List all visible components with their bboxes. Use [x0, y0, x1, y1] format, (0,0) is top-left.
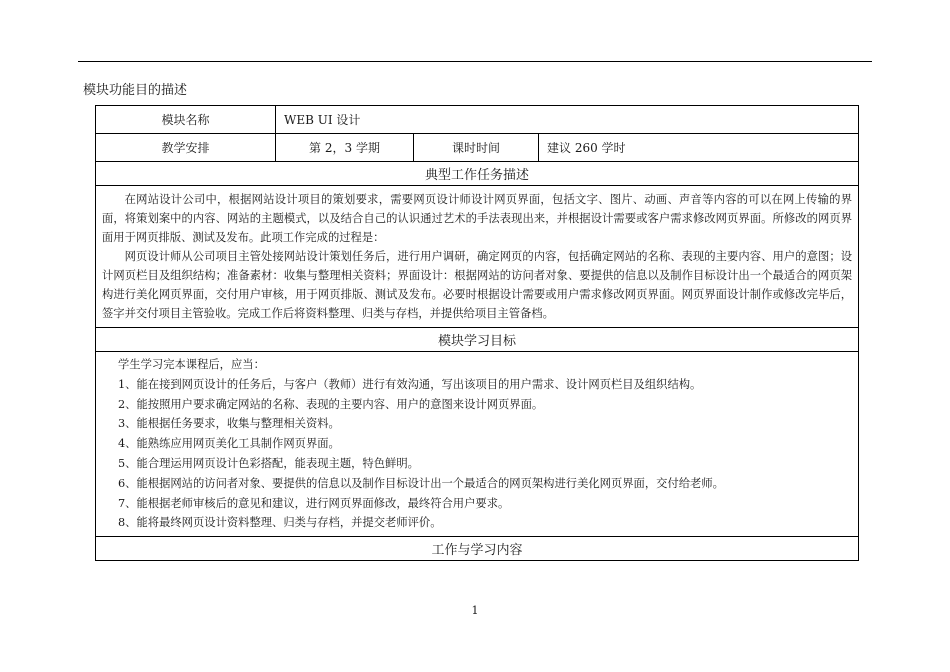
objectives-section-title: 模块学习目标 — [96, 328, 859, 352]
objectives-section-row — [96, 328, 859, 352]
tasks-paragraph: 在网站设计公司中，根据网站设计项目的策划要求，需要网页设计师设计网页界面，包括文字、图片、动画、声音等内容的可以在网上传输的界面，将策划案中的内容、网站的主题模式，以及结合自己的认识通过艺术的手法表现出来，并根据设计需要或客户需求修改网页界面。所修改的网页界面用于网页排版、测试及发布。此项工作完成的过程是： — [102, 193, 852, 244]
tasks-content-row — [96, 186, 859, 328]
objectives-list — [96, 352, 859, 537]
page-number: 1 — [471, 604, 479, 617]
schedule-label: 教学安排 — [96, 134, 276, 162]
schedule-row — [96, 134, 859, 162]
objective-item: 6、能根据网站的访问者对象、要提供的信息以及制作目标设计出一个最适合的网页架构进行美化网页界面，交付给老师。 — [118, 476, 724, 490]
objective-item: 5、能合理运用网页设计色彩搭配，能表现主题，特色鲜明。 — [118, 456, 419, 470]
objective-item: 1、能在接到网页设计的任务后，与客户（教师）进行有效沟通，写出该项目的用户需求、设计网页栏目及组织结构。 — [118, 377, 702, 391]
objectives-content-row — [96, 352, 859, 537]
objectives-intro: 学生学习完本课程后，应当： — [118, 358, 265, 371]
tasks-section-row — [96, 162, 859, 186]
objective-item: 4、能熟练应用网页美化工具制作网页界面。 — [118, 437, 340, 451]
schedule-value: 第 2，3 学期 — [276, 134, 414, 162]
hours-value: 建议 260 学时 — [539, 134, 859, 162]
objective-item: 8、能将最终网页设计资料整理、归类与存档，并提交老师评价。 — [118, 516, 442, 530]
module-name-value: WEB UI 设计 — [276, 106, 859, 134]
header-rule — [78, 61, 872, 62]
hours-label: 课时时间 — [414, 134, 539, 162]
module-name-row — [96, 106, 859, 134]
objective-item: 3、能根据任务要求，收集与整理相关资料。 — [118, 417, 340, 431]
tasks-paragraph: 网页设计师从公司项目主管处接网站设计策划任务后，进行用户调研，确定网页的内容，包括确定网站的名称、表现的主要内容、用户的意图；设计网页栏目及组织结构；准备素材：收集与整理相关资料；界面设计：根据网站的访问者对象、要提供的信息以及制作目标设计出一个最适合的网页架构进行美化网页界面，交付用户审核，用于网页排版、测试及发布。必要时根据设计需要或用户需求修改网页界面。网页界面设计制作或修改完毕后，签字并交付项目主管验收。完成工作后将资料整理、归类与存档，并提供给项目主管备档。 — [102, 250, 852, 320]
section-heading: 模块功能目的描述 — [83, 83, 188, 98]
content-section-row — [96, 537, 859, 561]
objective-item: 7、能根据老师审核后的意见和建议，进行网页界面修改，最终符合用户要求。 — [118, 496, 510, 510]
module-description-table — [95, 105, 859, 561]
tasks-description — [96, 186, 859, 328]
module-name-label: 模块名称 — [96, 106, 276, 134]
content-section-title: 工作与学习内容 — [96, 537, 859, 561]
tasks-section-title: 典型工作任务描述 — [96, 162, 859, 186]
objective-item: 2、能按照用户要求确定网站的名称、表现的主要内容、用户的意图来设计网页界面。 — [118, 397, 544, 411]
